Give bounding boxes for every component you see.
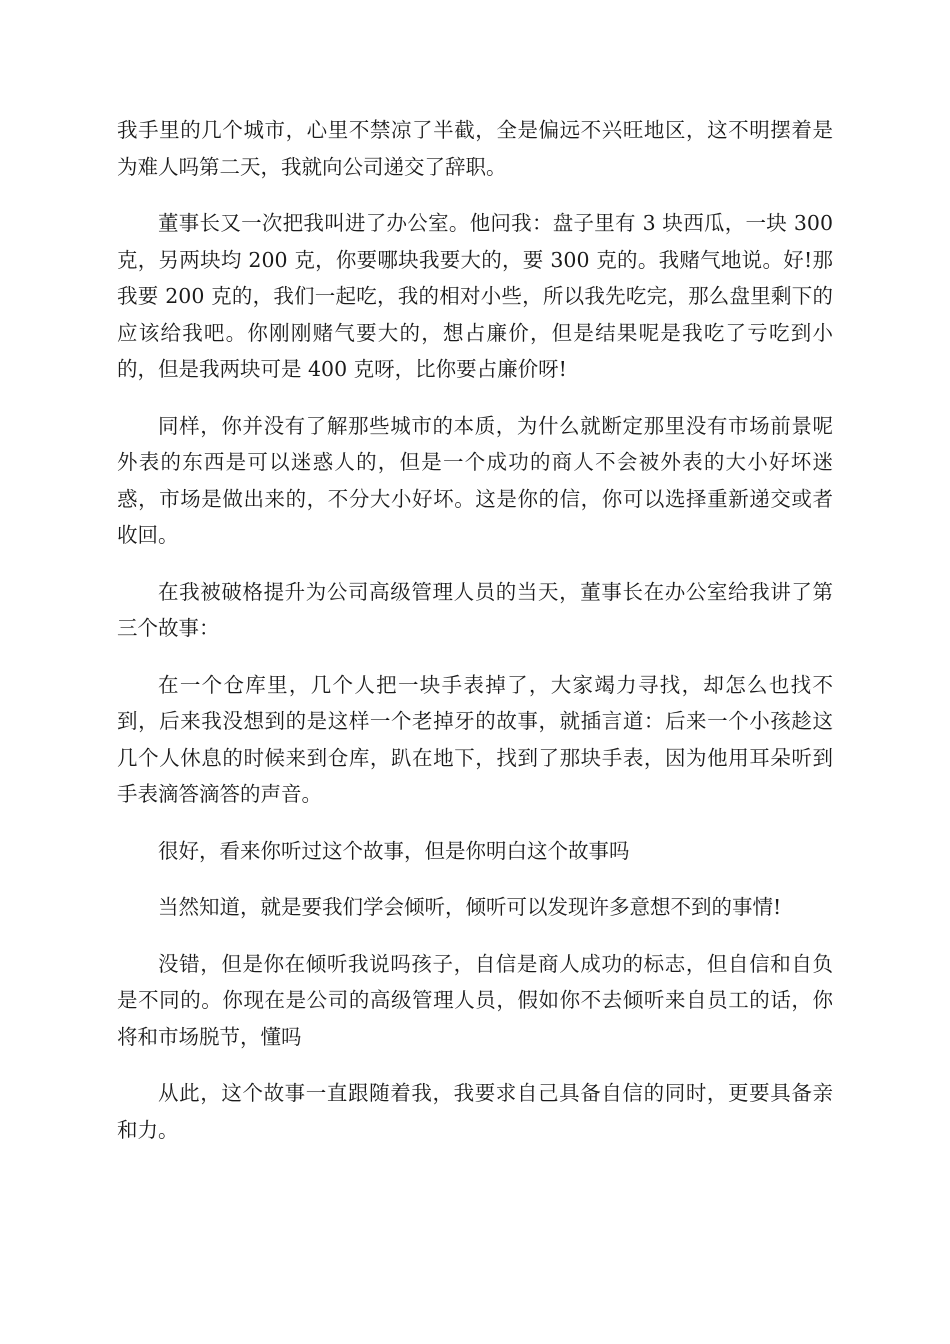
- paragraph: 同样，你并没有了解那些城市的本质，为什么就断定那里没有市场前景呢外表的东西是可以迷惑人的，但是一个成功的商人不会被外表的大小好坏迷惑，市场是做出来的，不分大小好坏。这是你的信，你可以选择重新递交或者收回。: [117, 413, 833, 547]
- document-body: [117, 112, 833, 1168]
- paragraph: 当然知道，就是要我们学会倾听，倾听可以发现许多意想不到的事情!: [158, 895, 782, 919]
- paragraph: 没错，但是你在倾听我说吗孩子，自信是商人成功的标志，但自信和自负是不同的。你现在是公司的高级管理人员，假如你不去倾听来自员工的话，你将和市场脱节，懂吗: [117, 951, 833, 1049]
- paragraph: 在我被破格提升为公司高级管理人员的当天，董事长在办公室给我讲了第三个故事：: [117, 579, 833, 640]
- paragraph: 董事长又一次把我叫进了办公室。他问我：盘子里有 3 块西瓜，一块 300 克，另两块均 200 克，你要哪块我要大的，要 300 克的。我赌气地说。好!那我要 200 克的，我们一起吃，我的相对小些，所以我先吃完，那么盘里剩下的应该给我吧。你刚刚赌气要大的，想占廉价，但是结果呢是我吃了亏吃到小的，但是我两块可是 400 克呀，比你要占廉价呀!: [117, 211, 833, 381]
- paragraph: 很好，看来你听过这个故事，但是你明白这个故事吗: [158, 838, 630, 863]
- paragraph: 从此，这个故事一直跟随着我，我要求自己具备自信的同时，更要具备亲和力。: [117, 1081, 833, 1142]
- paragraph: 在一个仓库里，几个人把一块手表掉了，大家竭力寻找，却怎么也找不到，后来我没想到的是这样一个老掉牙的故事，就插言道：后来一个小孩趁这几个人休息的时候来到仓库，趴在地下，找到了那块手表，因为他用耳朵听到手表滴答滴答的声音。: [117, 672, 833, 806]
- paragraph: 我手里的几个城市，心里不禁凉了半截，全是偏远不兴旺地区，这不明摆着是为难人吗第二天，我就向公司递交了辞职。: [117, 118, 833, 179]
